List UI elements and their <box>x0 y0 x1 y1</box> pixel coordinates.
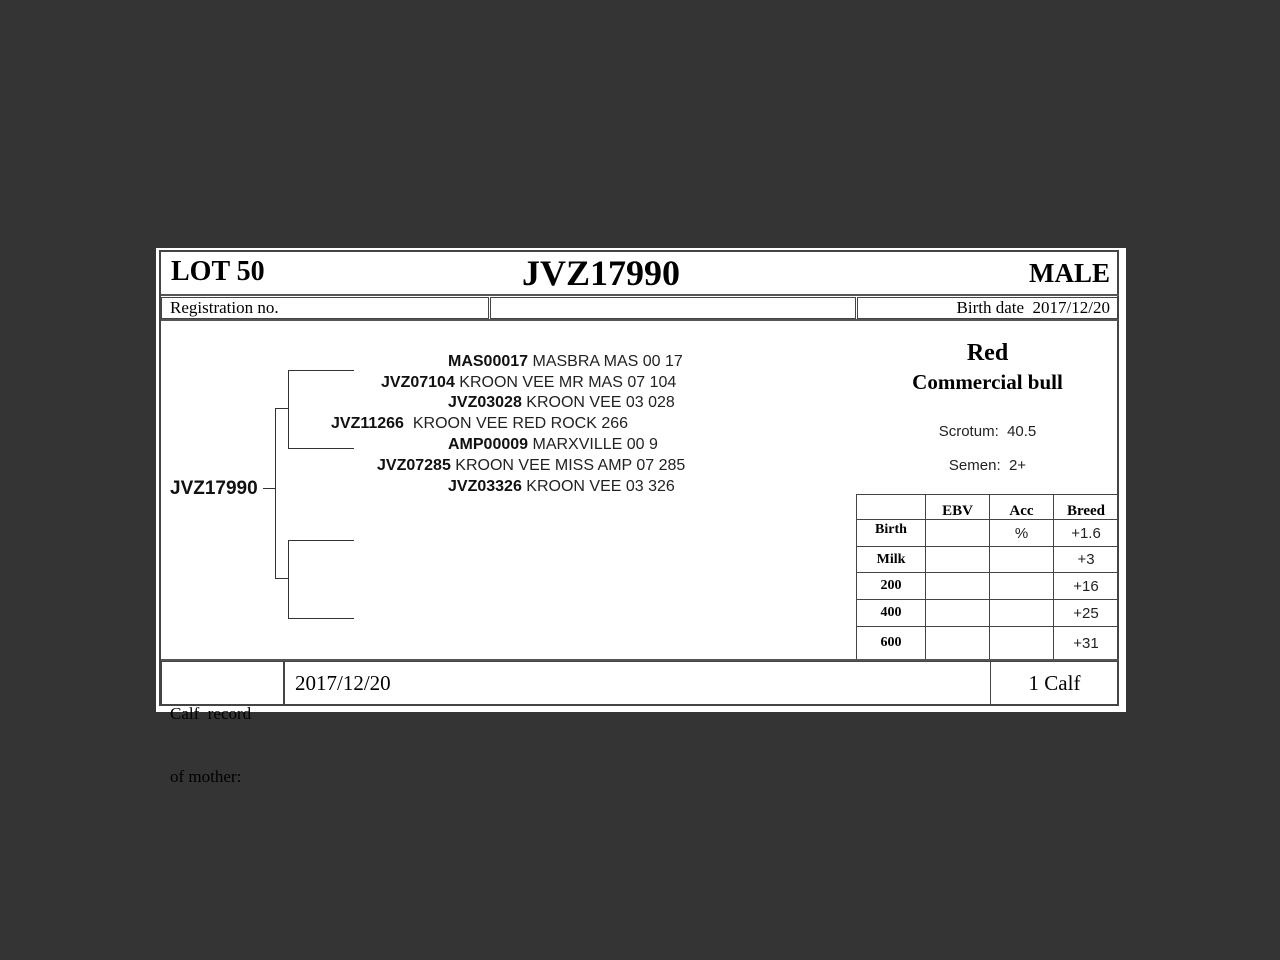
ebv-value-200 <box>925 572 990 600</box>
ebv-value-600 <box>925 626 990 660</box>
acc-value-milk <box>989 546 1054 573</box>
pedigree-name: KROON VEE RED ROCK 266 <box>412 415 629 432</box>
birth-date-label-text: Birth date <box>956 298 1025 317</box>
pedigree-sire-sire-dam <box>448 394 675 412</box>
pedigree-sire <box>331 415 628 433</box>
ebv-trait-milk: Milk <box>856 546 926 573</box>
calf-record-label-line1: Calf record <box>170 704 252 723</box>
pedigree-name: KROON VEE MR MAS 07 104 <box>459 374 677 391</box>
registration-value-box <box>490 297 856 319</box>
pedigree-line-dam-vertical <box>288 540 289 618</box>
pedigree-id: JVZ07285 <box>377 457 451 474</box>
info-divider <box>161 319 1119 321</box>
ebv-header-breed: Breed <box>1053 494 1119 520</box>
pedigree-line-sire-dam <box>288 448 354 449</box>
lot-number: LOT 50 <box>171 256 265 287</box>
animal-id-title: JVZ17990 <box>521 253 680 293</box>
header-divider <box>161 294 1119 296</box>
ebv-value-400 <box>925 599 990 627</box>
ebv-trait-600: 600 <box>856 626 926 660</box>
ebv-header-corner <box>856 494 926 520</box>
sex-label: MALE <box>1029 258 1110 288</box>
birth-date-label <box>957 298 1110 318</box>
pedigree-animal-id: JVZ17990 <box>170 478 258 499</box>
ebv-value-birth <box>925 519 990 547</box>
semen-value: 2+ <box>1008 457 1027 474</box>
pedigree-line-root-vertical <box>275 408 276 578</box>
pedigree-id: JVZ07104 <box>381 374 455 391</box>
pedigree-line-dam <box>275 578 288 579</box>
ebv-trait-200: 200 <box>856 572 926 600</box>
acc-value-birth: % <box>989 519 1054 547</box>
pedigree-line-dam-dam <box>288 618 354 619</box>
pedigree-line-dam-sire <box>288 540 354 541</box>
pedigree-line-root <box>263 488 275 489</box>
pedigree-name: KROON VEE 03 326 <box>526 478 675 495</box>
scrotum-label: Scrotum: <box>938 423 999 440</box>
acc-value-400 <box>989 599 1054 627</box>
ebv-value-milk <box>925 546 990 573</box>
pedigree-name: KROON VEE MISS AMP 07 285 <box>455 457 686 474</box>
acc-value-600 <box>989 626 1054 660</box>
calf-record-date: 2017/12/20 <box>295 671 391 695</box>
registration-label: Registration no. <box>170 298 279 317</box>
pedigree-line-sire-vertical <box>288 370 289 448</box>
scrotum-line <box>856 423 1119 440</box>
birth-date-value: 2017/12/20 <box>1032 298 1110 317</box>
calf-record-label-line2: of mother: <box>170 767 242 786</box>
pedigree-sire-sire-sire <box>448 353 683 371</box>
pedigree-sire-dam-sire <box>448 436 658 454</box>
pedigree-name: MASBRA MAS 00 17 <box>532 353 683 370</box>
animal-type-label: Commercial bull <box>912 370 1063 394</box>
breed-value-600: +31 <box>1053 626 1119 660</box>
breed-value-birth: +1.6 <box>1053 519 1119 547</box>
pedigree-line-sire <box>275 408 288 409</box>
pedigree-id: JVZ11266 <box>331 415 404 432</box>
ebv-trait-birth: Birth <box>856 519 926 547</box>
lot-card <box>156 248 1126 786</box>
pedigree-id: MAS00017 <box>448 353 529 370</box>
breed-value-400: +25 <box>1053 599 1119 627</box>
calf-record-label <box>170 661 251 829</box>
semen-line <box>856 457 1119 474</box>
pedigree-sire-dam-dam <box>448 478 675 496</box>
ebv-header-acc: Acc <box>989 494 1054 520</box>
pedigree-id: AMP00009 <box>448 436 529 453</box>
pedigree-id: JVZ03326 <box>448 478 522 495</box>
pedigree-name: MARXVILLE 00 9 <box>532 436 658 453</box>
scrotum-value: 40.5 <box>1007 423 1037 440</box>
semen-label: Semen: <box>948 457 1001 474</box>
calf-count: 1 Calf <box>1028 671 1081 695</box>
breed-value-milk: +3 <box>1053 546 1119 573</box>
breed-value-200: +16 <box>1053 572 1119 600</box>
pedigree-name: KROON VEE 03 028 <box>526 394 675 411</box>
pedigree-sire-sire <box>381 374 676 392</box>
pedigree-id: JVZ03028 <box>448 394 522 411</box>
ebv-header-ebv: EBV <box>925 494 990 520</box>
pedigree-sire-dam <box>377 457 685 475</box>
acc-value-200 <box>989 572 1054 600</box>
ebv-trait-400: 400 <box>856 599 926 627</box>
colour-label: Red <box>966 340 1009 366</box>
pedigree-line-sire-sire <box>288 370 354 371</box>
